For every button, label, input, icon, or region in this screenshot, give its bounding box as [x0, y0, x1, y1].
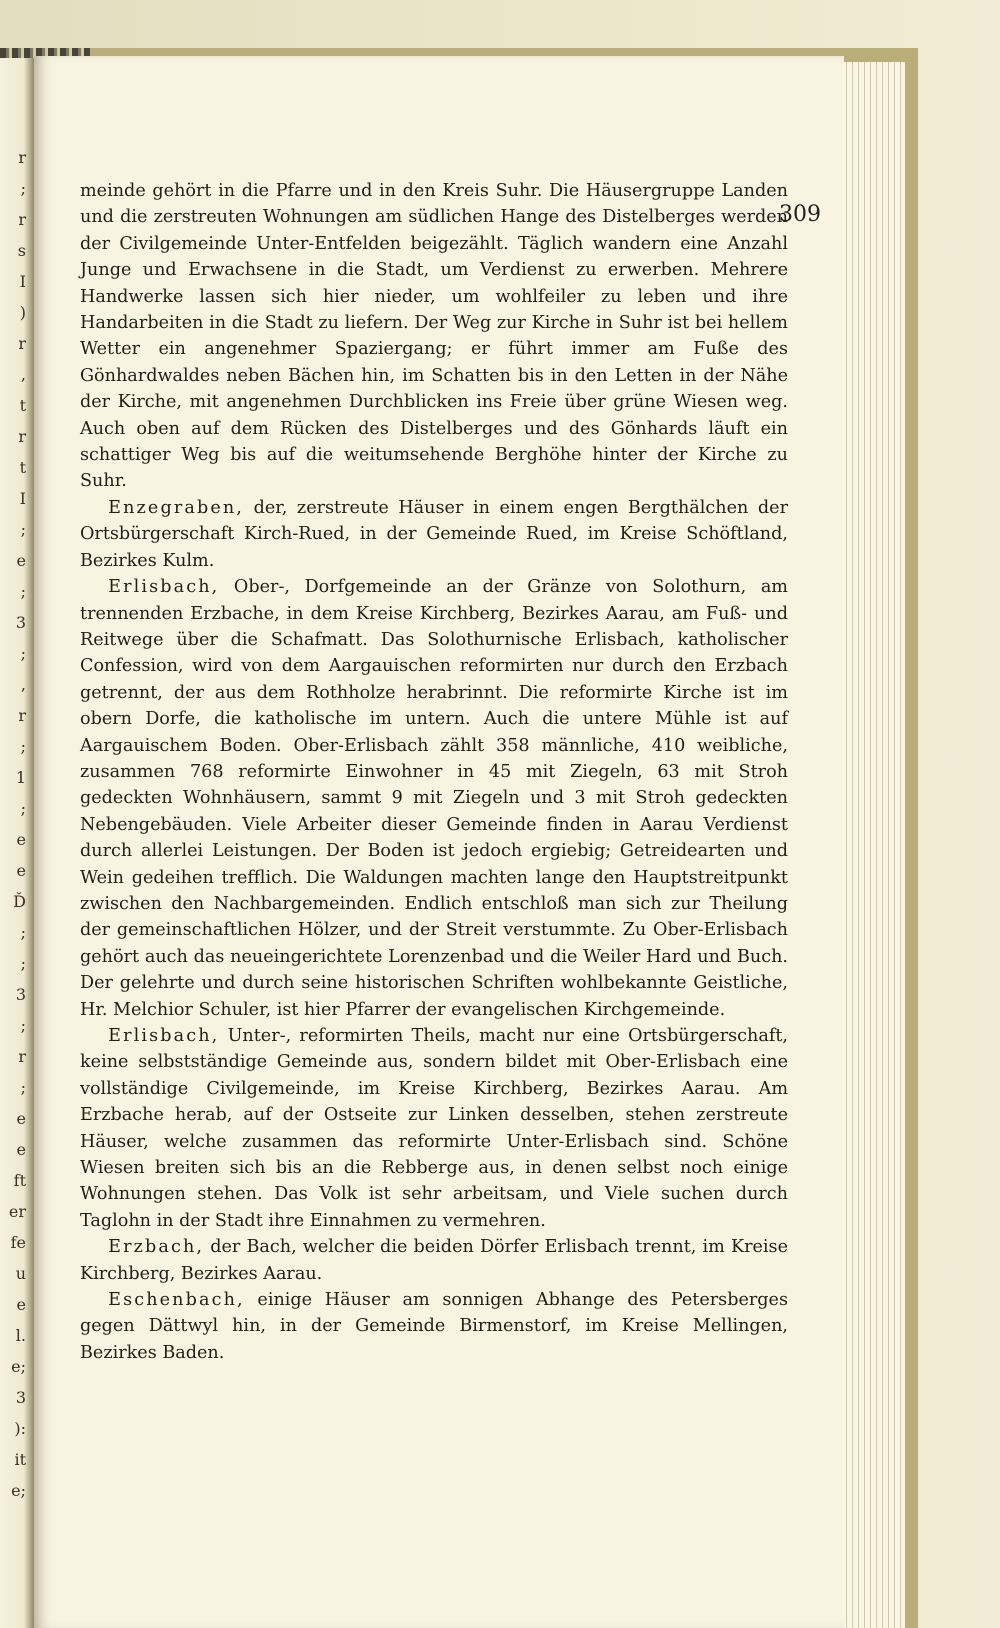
facing-page-fragment: ; — [20, 799, 26, 818]
facing-page-fragment: e — [16, 551, 26, 570]
facing-page-fragment: 3 — [15, 985, 26, 1004]
facing-page-fragment: t — [19, 458, 26, 477]
facing-page-fragment: , — [20, 675, 26, 694]
entry-paragraph — [80, 574, 788, 1023]
facing-page-fragment: l. — [15, 1326, 26, 1345]
facing-page-fragment: ; — [20, 954, 26, 973]
entry-text: einige Häuser am sonnigen Abhange des Petersberges gegen Dättwyl hin, in der Gemeinde Birmenstorf, im Kreise Mellingen, Bezirkes Baden. — [80, 1290, 788, 1363]
facing-page-fragment: s — [17, 241, 26, 260]
facing-page-fragment: r — [18, 210, 26, 229]
facing-page-fragment: it — [14, 1450, 26, 1469]
entry-text: Ober-, Dorfgemeinde an der Gränze von Solothurn, am trennenden Erzbache, in dem Kreise Kirchberg, Bezirkes Aarau, am Fuß- und Reitwege über die Schafmatt. Das Solothurnische Erlisbach, katholischer Confession, wird von dem Aargauischen reformirten nur durch den Erzbach getrennt, der aus dem Rothholze herabrinnt. Die reformirte Kirche ist im obern Dorfe, die katholische im untern. Auch die untere Mühle ist auf Aargauischem Boden. Ober-Erlisbach zählt 358 männliche, 410 weibliche, zusammen 768 reformirte Einwohner in 45 mit Ziegeln, 63 mit Stroh gedeckten Wohnhäusern, sammt 9 mit Ziegeln und 3 mit Stroh gedeckten Nebengebäuden. Viele Arbeiter dieser Gemeinde finden in Aarau Verdienst durch allerlei Leistungen. Der Boden ist jedoch ergiebig; Getreidearten und Wein gedeihen trefflich. Die Waldungen machten lange den Hauptstreitpunkt zwischen den Nachbargemeinden. Endlich entschloß man sich zur Theilung der gemeinschaftlichen Hölzer, und der Streit verstummte. Zu Ober-Erlisbach gehört auch das neueingerichtete Lorenzenbad und die Weiler Hard und Buch. Der gelehrte und durch seine historischen Schriften wohlbekannte Geistliche, Hr. Melchior Schuler, ist hier Pfarrer der evangelischen Kirchgemeinde. — [80, 577, 788, 1020]
facing-page-fragment: ; — [20, 923, 26, 942]
facing-page-fragment: 3 — [15, 1388, 26, 1407]
facing-page-fragment: ; — [20, 737, 26, 756]
entry-headword: Erlisbach, — [108, 577, 220, 598]
entry-text: der, zerstreute Häuser in einem engen Bergthälchen der Ortsbürgerschaft Kirch-Rued, in der Gemeinde Rued, im Kreise Schöftland, Bezirkes Kulm. — [80, 497, 788, 571]
facing-page-fragment: r — [18, 706, 26, 725]
facing-page-fragment: ; — [20, 520, 26, 539]
entry-text: der Bach, welcher die beiden Dörfer Erlisbach trennt, im Kreise Kirchberg, Bezirkes Aarau. — [80, 1237, 788, 1284]
entry-text: Unter-, reformirten Theils, macht nur eine Ortsbürgerschaft, keine selbstständige Gemeinde aus, sondern bildet mit Ober-Erlisbach eine vollständige Civilgemeinde, im Kreise Kirchberg, Bezirkes Aarau. Am Erzbache herab, auf der Ostseite zur Linken desselben, stehen zerstreute Häuser, welche zusammen das reformirte Unter-Erlisbach sind. Schöne Wiesen breiten sich bis an die Rebberge aus, in denen selbst noch einige Wohnungen stehen. Das Volk ist sehr arbeitsam, und Viele suchen durch Taglohn in der Stadt ihre Einnahmen zu vermehren. — [80, 1026, 788, 1231]
facing-page-fragment: e; — [11, 1357, 26, 1376]
facing-page-fragment: ; — [20, 1016, 26, 1035]
facing-page-fragment: e — [16, 1295, 26, 1314]
facing-page-fragment: I — [19, 272, 26, 291]
facing-page-fragment: fe — [10, 1233, 26, 1252]
facing-page-fragment: ) — [19, 303, 26, 322]
entry-headword: Erlisbach, — [108, 1026, 220, 1046]
facing-page-fragment: , — [20, 365, 26, 384]
entry-paragraph — [80, 1234, 788, 1287]
facing-page-fragment: 1 — [15, 768, 26, 787]
paragraph-text: meinde gehört in die Pfarre und in den Kreis Suhr. Die Häusergruppe Landen und die zerstreuten Wohnungen am südlichen Hange des Distelberges werden der Civilgemeinde Unter-Entfelden beigezählt. Täglich wandern eine Anzahl Junge und Erwachsene in die Stadt, um Verdienst zu erwerben. Mehrere Handwerke lassen sich hier nieder, um wohlfeiler zu leben und ihre Handarbeiten in die Stadt zu liefern. Der Weg zur Kirche in Suhr ist bei hellem Wetter ein angenehmer Spaziergang; er führt immer am Fuße des Gönhardwaldes neben Bächen hin, im Schatten bis in den Letten in der Nähe der Kirche, mit angenehmen Durchblicken ins Freie über grüne Wiesen weg. Auch oben auf dem Rücken des Distelberges und des Gönhards läuft ein schattiger Weg bis auf die weitumsehende Berghöhe hinter der Kirche zu Suhr. — [80, 181, 788, 492]
facing-page-fragment: ; — [20, 179, 26, 198]
entry-headword: Enzegraben, — [108, 497, 245, 518]
facing-page-fragment: e — [16, 1140, 26, 1159]
paragraph — [80, 178, 788, 495]
facing-page-fragment: t — [19, 396, 26, 415]
facing-page-fragment: e; — [11, 1481, 26, 1500]
facing-page-fragment: e — [16, 861, 26, 880]
page-stack-edge — [835, 62, 905, 1628]
facing-page-fragment: ): — [14, 1419, 26, 1438]
facing-page-fragment: e — [16, 830, 26, 849]
entry-paragraph — [80, 1023, 788, 1234]
facing-page-fragment: e — [16, 1109, 26, 1128]
entry-headword: Erzbach, — [108, 1237, 205, 1258]
facing-page-fragment: r — [18, 334, 26, 353]
entry-paragraph — [80, 1287, 788, 1366]
facing-page-fragment: u — [15, 1264, 26, 1283]
facing-page-fragment: r — [18, 1047, 26, 1066]
facing-page-fragment: ft — [13, 1171, 26, 1190]
page-number: 309 — [779, 202, 821, 227]
facing-page-edge — [0, 58, 34, 1628]
facing-page-fragment: ; — [20, 582, 26, 601]
facing-page-fragment: ; — [20, 1078, 26, 1097]
facing-page-fragment: I — [19, 489, 26, 508]
facing-page-fragment: 3 — [15, 613, 26, 632]
entry-paragraph — [80, 495, 788, 574]
facing-page-fragment: r — [18, 427, 26, 446]
facing-page-fragment: r — [18, 148, 26, 167]
facing-page-fragment: er — [8, 1202, 26, 1221]
entry-headword: Eschenbach, — [108, 1290, 245, 1311]
facing-page-fragment: Ď — [13, 892, 26, 911]
facing-page-fragment: ; — [20, 644, 26, 663]
page-body-text — [80, 178, 788, 1438]
